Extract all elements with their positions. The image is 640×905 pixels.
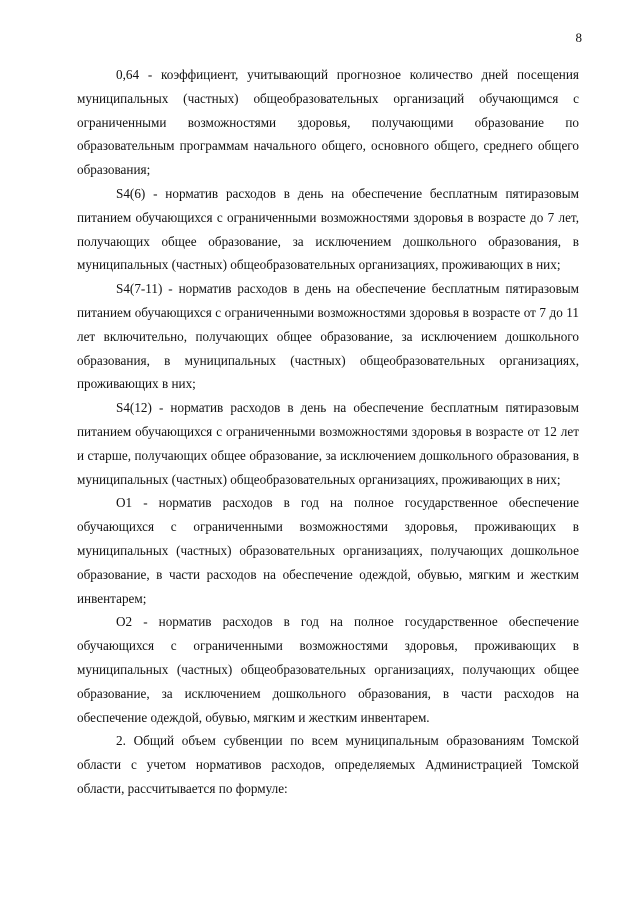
paragraph-o1: O1 - норматив расходов в год на полное государственное обеспечение обучающихся с ограниченными возможностями здоровья, проживающих в муниципальных (частных) образовательных организациях, получающих дошкольное образование, в части расходов на обеспечение одеждой, обувью, мягким и жестким инвентарем; <box>77 495 579 606</box>
page-number: 8 <box>575 30 582 45</box>
paragraph-s4-6: S4(6) - норматив расходов в день на обеспечение бесплатным пятиразовым питанием обучающихся с ограниченными возможностями здоровья в возрасте до 7 лет, получающих общее образование, за исключением дошкольного образования, в муниципальных (частных) общеобразовательных организациях, проживающих в них; <box>77 185 579 273</box>
paragraph-s4-12: S4(12) - норматив расходов в день на обеспечение бесплатным пятиразовым питанием обучающихся с ограниченными возможностями здоровья в возрасте от 12 лет и старше, получающих общее образование, за исключением дошкольного образования, в муниципальных (частных) общеобразовательных организациях, проживающих в них; <box>77 400 579 487</box>
paragraph-o2: O2 - норматив расходов в год на полное государственное обеспечение обучающихся с ограниченными возможностями здоровья, проживающих в муниципальных (частных) общеобразовательных организациях, получающих общее образование, за исключением дошкольного образования, в части расходов на обеспечение одеждой, обувью, мягким и жестким инвентарем. <box>77 614 579 725</box>
paragraph-coefficient-0-64: 0,64 - коэффициент, учитывающий прогнозное количество дней посещения муниципальных (частных) общеобразовательных организаций обучающимся с ограниченными возможностями здоровья, получающими образование по образовательным программам начального общего, основного общего, среднего общего образования; <box>77 67 579 178</box>
document-body <box>77 63 579 801</box>
paragraph-s4-7-11: S4(7-11) - норматив расходов в день на обеспечение бесплатным пятиразовым питанием обучающихся с ограниченными возможностями здоровья в возрасте от 7 до 11 лет включительно, получающих общее образование, за исключением дошкольного образования, в муниципальных (частных) общеобразовательных организациях, проживающих в них; <box>77 281 579 392</box>
paragraph-section-2: 2. Общий объем субвенции по всем муниципальным образованиям Томской области с учетом нормативов расходов, определяемых Администрацией Томской области, рассчитывается по формуле: <box>77 733 579 796</box>
